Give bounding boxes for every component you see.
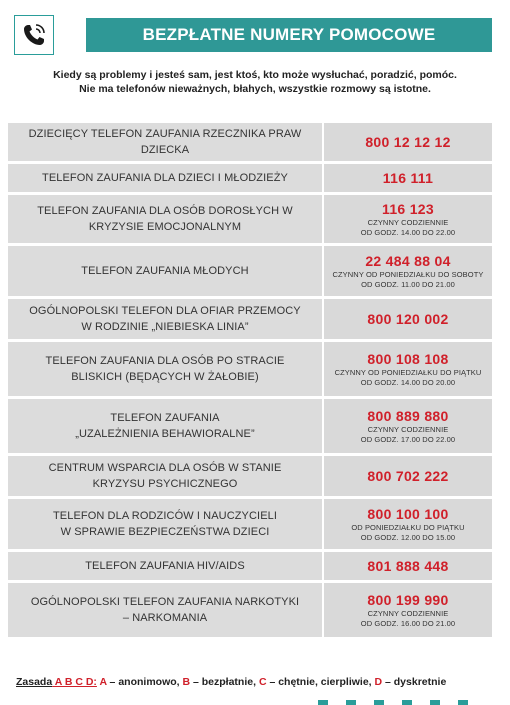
intro-text: [20, 68, 490, 96]
opening-hours: OD PONIEDZIAŁKU DO PIĄTKU: [351, 522, 465, 532]
helpline-name: [8, 195, 322, 243]
phone-number[interactable]: 800 100 100: [367, 505, 449, 522]
phone-icon-box: [14, 15, 54, 55]
opening-hours: CZYNNY CODZIENNIE: [367, 608, 449, 618]
opening-hours: CZYNNY CODZIENNIE: [367, 424, 449, 434]
rule-meaning: – chętnie, cierpliwie,: [266, 676, 375, 688]
page-title: BEZPŁATNE NUMERY POMOCOWE: [86, 18, 492, 52]
table-row: [8, 399, 492, 453]
table-row: [8, 499, 492, 549]
helpline-name: [8, 342, 322, 396]
helpline-name-line: DZIECIĘCY TELEFON ZAUFANIA RZECZNIKA PRAW: [28, 128, 302, 140]
helpline-number-cell: [324, 399, 492, 453]
table-row: [8, 342, 492, 396]
decorative-dash: [430, 700, 440, 705]
helpline-name: [8, 399, 322, 453]
helpline-name-line: – NARKOMANIA: [122, 612, 208, 624]
helpline-name-line: TELEFON ZAUFANIA DLA OSÓB PO STRACIE: [45, 355, 285, 367]
table-row: [8, 583, 492, 637]
helpline-name-line: TELEFON ZAUFANIA DLA OSÓB DOROSŁYCH W: [37, 205, 293, 217]
helpline-name-line: TELEFON ZAUFANIA HIV/AIDS: [85, 560, 245, 572]
table-row: [8, 123, 492, 161]
phone-number[interactable]: 800 12 12 12: [365, 133, 451, 150]
rule-label: Zasada: [16, 676, 53, 688]
table-row: [8, 164, 492, 192]
phone-number[interactable]: 22 484 88 04: [365, 252, 451, 269]
intro-line-1: Kiedy są problemy i jesteś sam, jest ktoś, kto może wysłuchać, poradzić, pomóc.: [53, 69, 457, 81]
opening-hours: OD GODZ. 16.00 DO 21.00: [360, 618, 456, 628]
opening-hours: CZYNNY CODZIENNIE: [367, 217, 449, 227]
rule-letters: A B C D:: [52, 676, 97, 688]
phone-number[interactable]: 800 702 222: [367, 467, 449, 484]
opening-hours: OD GODZ. 12.00 DO 15.00: [360, 532, 456, 542]
table-row: [8, 552, 492, 580]
helpline-number-cell: [324, 552, 492, 580]
helpline-name-line: TELEFON ZAUFANIA DLA DZIECI I MŁODZIEŻY: [42, 172, 288, 184]
opening-hours: CZYNNY OD PONIEDZIAŁKU DO SOBOTY: [332, 269, 484, 279]
helpline-name-line: KRYZYSU PSYCHICZNEGO: [92, 478, 238, 490]
helpline-name-line: BLISKICH (BĘDĄCYCH W ŻAŁOBIE): [71, 371, 259, 383]
helpline-number-cell: [324, 164, 492, 192]
helpline-name: [8, 246, 322, 296]
decorative-dash: [458, 700, 468, 705]
helpline-number-cell: [324, 195, 492, 243]
phone-number[interactable]: 801 888 448: [367, 557, 449, 574]
decorative-dash: [402, 700, 412, 705]
phone-number[interactable]: 800 120 002: [367, 310, 449, 327]
helpline-name: [8, 164, 322, 192]
helpline-name-line: OGÓLNOPOLSKI TELEFON ZAUFANIA NARKOTYKI: [30, 596, 300, 608]
helpline-name-line: „UZALEŻNIENIA BEHAWIORALNE”: [75, 428, 255, 440]
opening-hours: CZYNNY OD PONIEDZIAŁKU DO PIĄTKU: [334, 367, 482, 377]
rule-meaning: – anonimowo,: [106, 676, 183, 688]
helpline-name-line: W RODZINIE „NIEBIESKA LINIA”: [81, 321, 249, 333]
decorative-dash: [346, 700, 356, 705]
helpline-name-line: KRYZYSIE EMOCJONALNYM: [88, 221, 242, 233]
helpline-number-cell: [324, 342, 492, 396]
rule-footer: [16, 676, 496, 688]
rule-meaning: – dyskretnie: [382, 676, 447, 688]
opening-hours: OD GODZ. 14.00 DO 20.00: [360, 377, 456, 387]
helpline-name: [8, 456, 322, 496]
helpline-number-cell: [324, 499, 492, 549]
helpline-name-line: W SPRAWIE BEZPIECZEŃSTWA DZIECI: [60, 526, 270, 538]
decorative-dash: [318, 700, 328, 705]
helpline-name: [8, 299, 322, 339]
helpline-name-line: TELEFON DLA RODZICÓW I NAUCZYCIELI: [52, 510, 278, 522]
phone-number[interactable]: 116 111: [382, 169, 434, 186]
helpline-name: [8, 499, 322, 549]
table-row: [8, 195, 492, 243]
helpline-number-cell: [324, 583, 492, 637]
phone-icon: [21, 22, 47, 48]
rule-letter: B: [182, 676, 191, 688]
helpline-number-cell: [324, 299, 492, 339]
helpline-name-line: DZIECKA: [140, 144, 190, 156]
rule-letter: D: [374, 676, 383, 688]
phone-number[interactable]: 800 889 880: [367, 407, 449, 424]
table-row: [8, 299, 492, 339]
rule-letter: C: [258, 676, 267, 688]
table-row: [8, 246, 492, 296]
phone-number[interactable]: 800 108 108: [367, 350, 449, 367]
helpline-name: [8, 123, 322, 161]
helpline-name: [8, 552, 322, 580]
helpline-number-cell: [324, 246, 492, 296]
helpline-number-cell: [324, 456, 492, 496]
phone-number[interactable]: 116 123: [382, 200, 434, 217]
helpline-name-line: CENTRUM WSPARCIA DLA OSÓB W STANIE: [48, 462, 282, 474]
decorative-dash: [374, 700, 384, 705]
helpline-name-line: OGÓLNOPOLSKI TELEFON DLA OFIAR PRZEMOCY: [29, 305, 301, 317]
phone-number[interactable]: 800 199 990: [367, 591, 449, 608]
opening-hours: OD GODZ. 14.00 DO 22.00: [360, 227, 456, 237]
rule-meaning: – bezpłatnie,: [190, 676, 259, 688]
opening-hours: OD GODZ. 17.00 DO 22.00: [360, 434, 456, 444]
helpline-name-line: TELEFON ZAUFANIA: [110, 412, 220, 424]
helpline-table: [6, 120, 494, 640]
table-row: [8, 456, 492, 496]
opening-hours: OD GODZ. 11.00 DO 21.00: [361, 279, 455, 289]
helpline-name: [8, 583, 322, 637]
rule-letter: A: [99, 676, 107, 688]
helpline-number-cell: [324, 123, 492, 161]
helpline-name-line: TELEFON ZAUFANIA MŁODYCH: [81, 265, 249, 277]
intro-line-2: Nie ma telefonów nieważnych, błahych, wszystkie rozmowy są istotne.: [79, 83, 431, 95]
